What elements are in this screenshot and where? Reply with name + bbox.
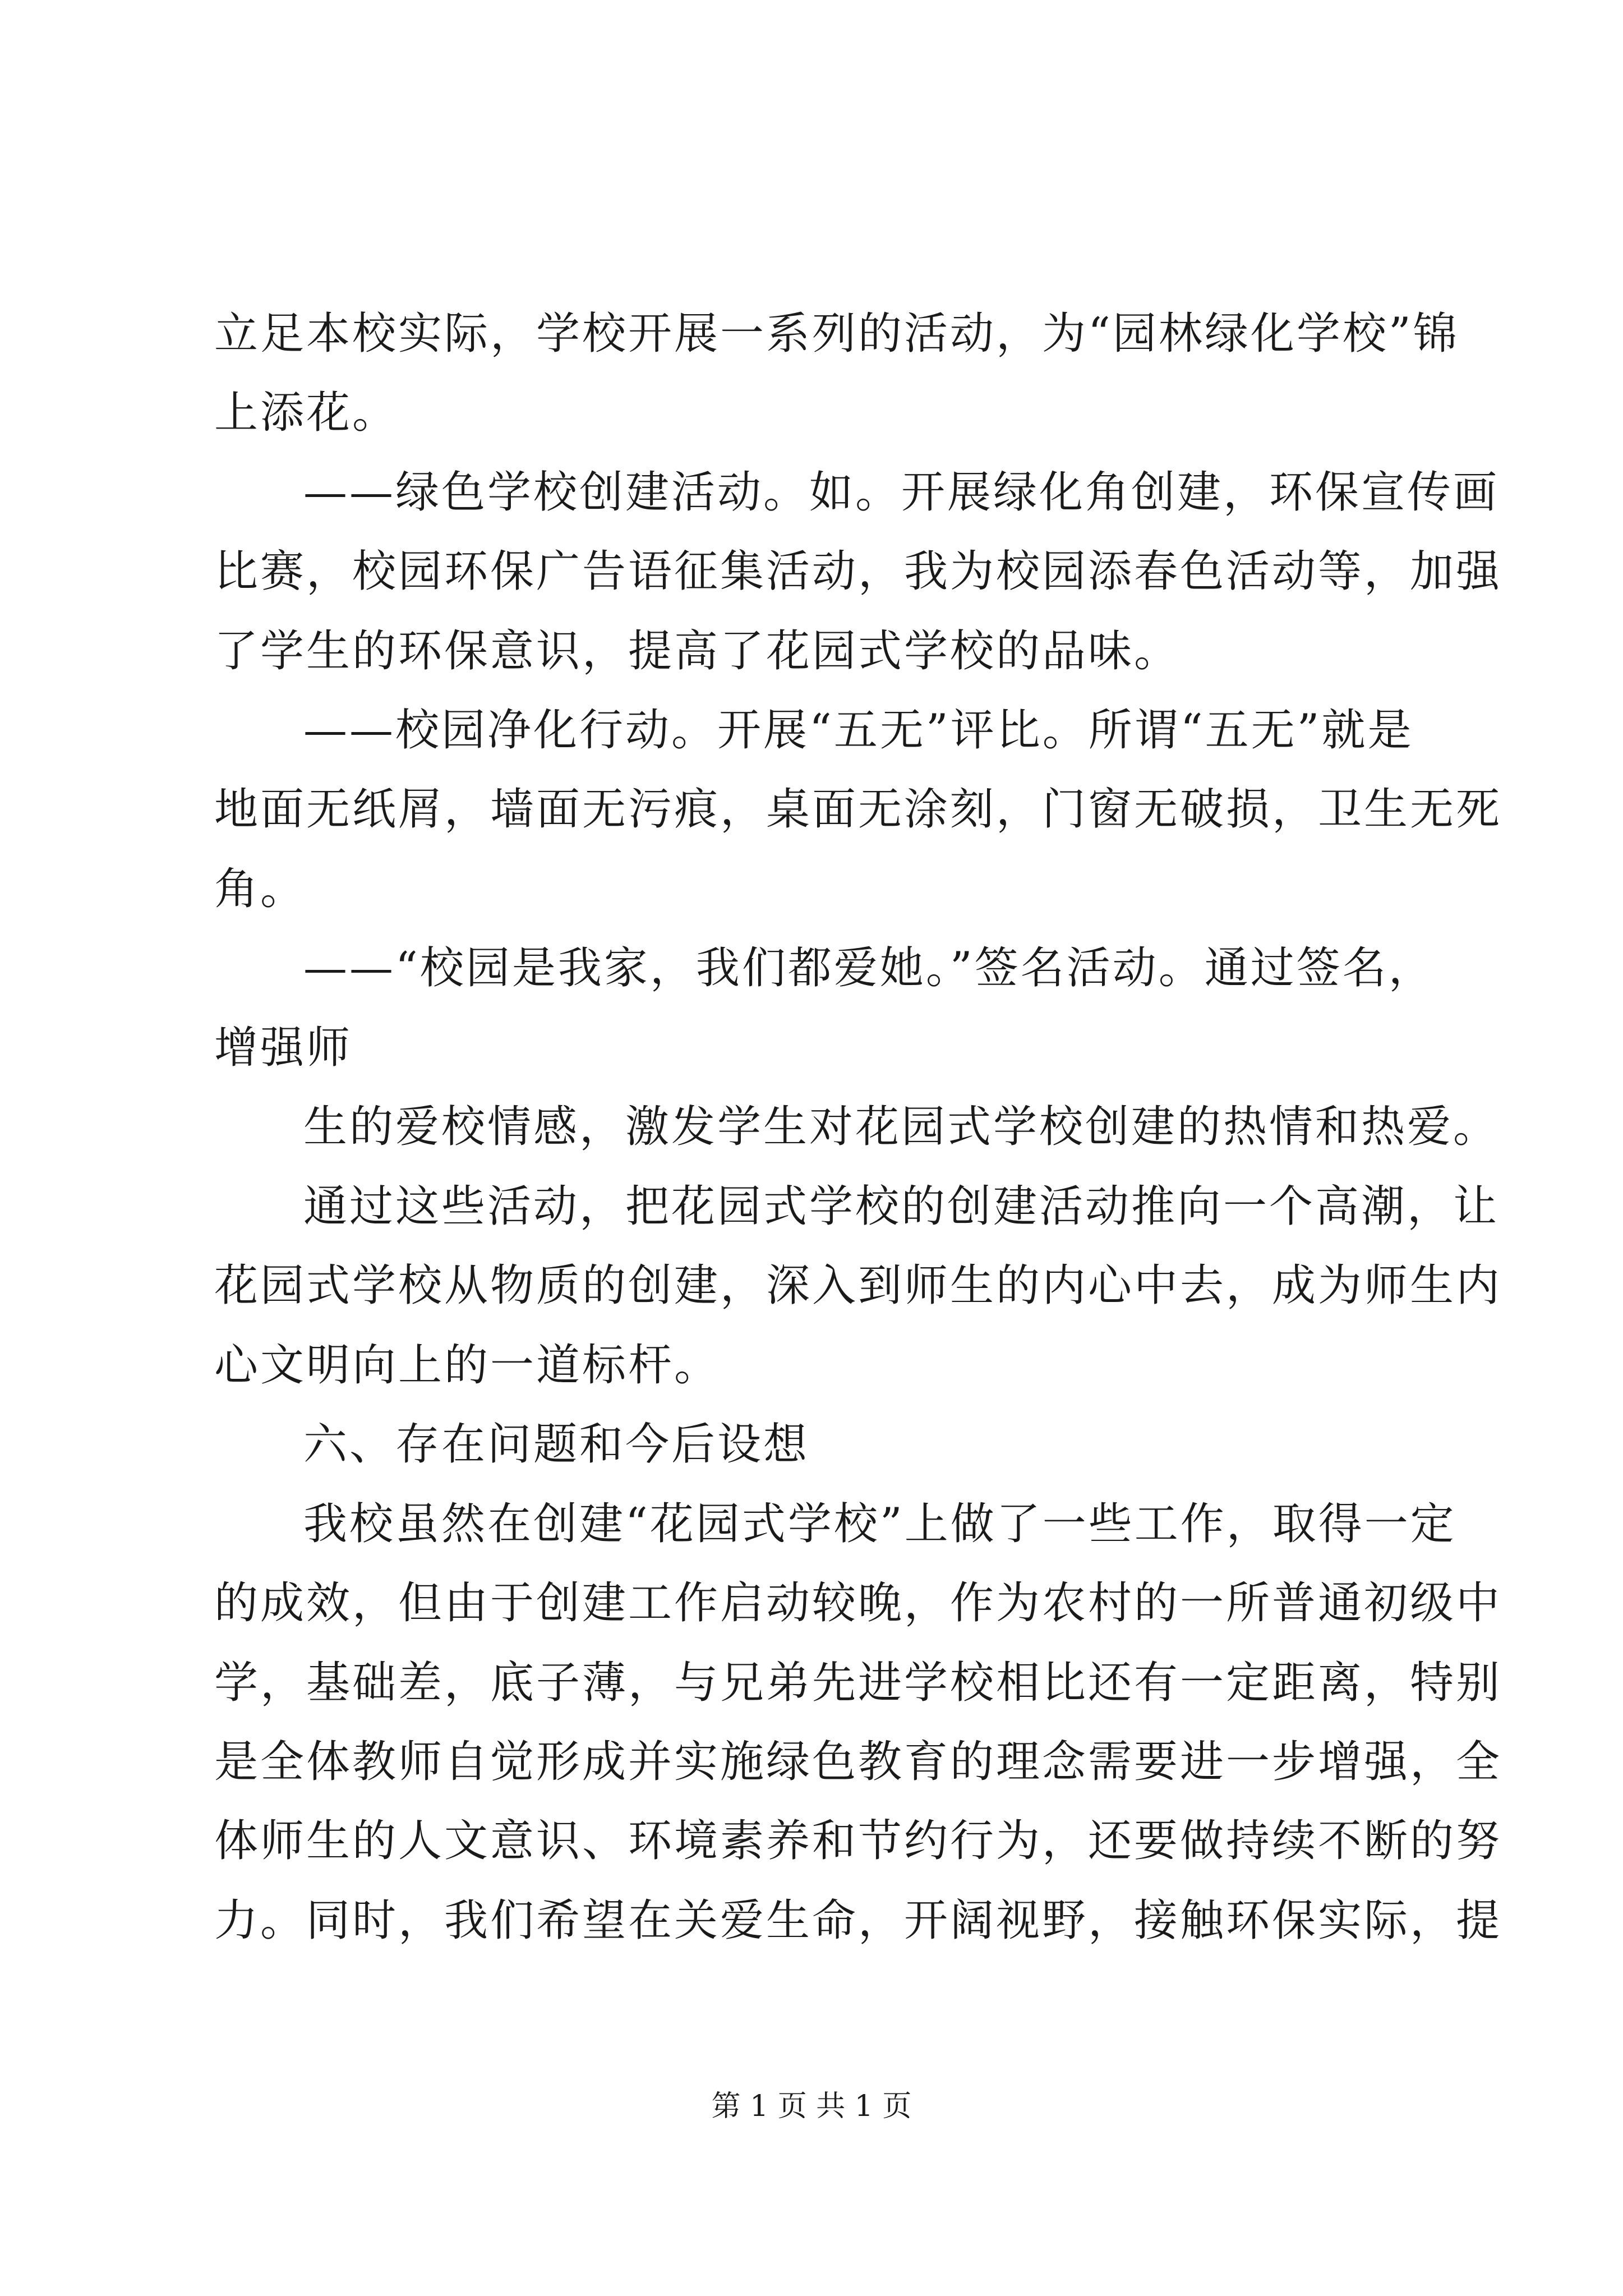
section-heading: 六、存在问题和今后设想 <box>303 1419 810 1470</box>
page-footer: 第 1 页 共 1 页 <box>711 2090 912 2123</box>
text-line: 是全体教师自觉形成并实施绿色教育的理念需要进一步增强，全 <box>214 1737 1502 1787</box>
text-line: 花园式学校从物质的创建，深入到师生的内心中去，成为师生内 <box>214 1260 1502 1311</box>
text-line: 心文明向上的一道标杆。 <box>214 1340 721 1391</box>
text-line: 了学生的环保意识，提高了花园式学校的品味。 <box>214 626 1181 677</box>
text-line: 学，基础差，底子薄，与兄弟先进学校相比还有一定距离，特别 <box>214 1658 1502 1708</box>
text-line: 上添花。 <box>214 388 399 438</box>
text-line: ——绿色学校创建活动。如。开展绿化角创建，环保宣传画 <box>303 467 1500 518</box>
text-line: 体师生的人文意识、环境素养和节约行为，还要做持续不断的努 <box>214 1816 1502 1866</box>
text-line: 的成效，但由于创建工作启动较晚，作为农村的一所普通初级中 <box>214 1578 1502 1628</box>
text-line: 立足本校实际，学校开展一系列的活动，为“园林绿化学校”锦 <box>214 309 1459 359</box>
text-line: 角。 <box>214 864 307 914</box>
text-line: 通过这些活动，把花园式学校的创建活动推向一个高潮，让 <box>303 1181 1500 1232</box>
text-line: ——“校园是我家，我们都爱她。”签名活动。通过签名， <box>303 943 1435 993</box>
text-line: 力。同时，我们希望在关爱生命，开阔视野，接触环保实际，提 <box>214 1895 1502 1946</box>
text-line: ——校园净化行动。开展“五无”评比。所谓“五无”就是 <box>303 705 1414 756</box>
text-line: 地面无纸屑，墙面无污痕，桌面无涂刻，门窗无破损，卫生无死 <box>214 784 1502 835</box>
text-line: 我校虽然在创建“花园式学校”上做了一些工作，取得一定 <box>303 1499 1456 1549</box>
text-line: 生的爱校情感，激发学生对花园式学校创建的热情和热爱。 <box>303 1102 1500 1152</box>
text-line: 比赛，校园环保广告语征集活动，我为校园添春色活动等，加强 <box>214 546 1502 597</box>
text-line: 增强师 <box>214 1023 353 1073</box>
